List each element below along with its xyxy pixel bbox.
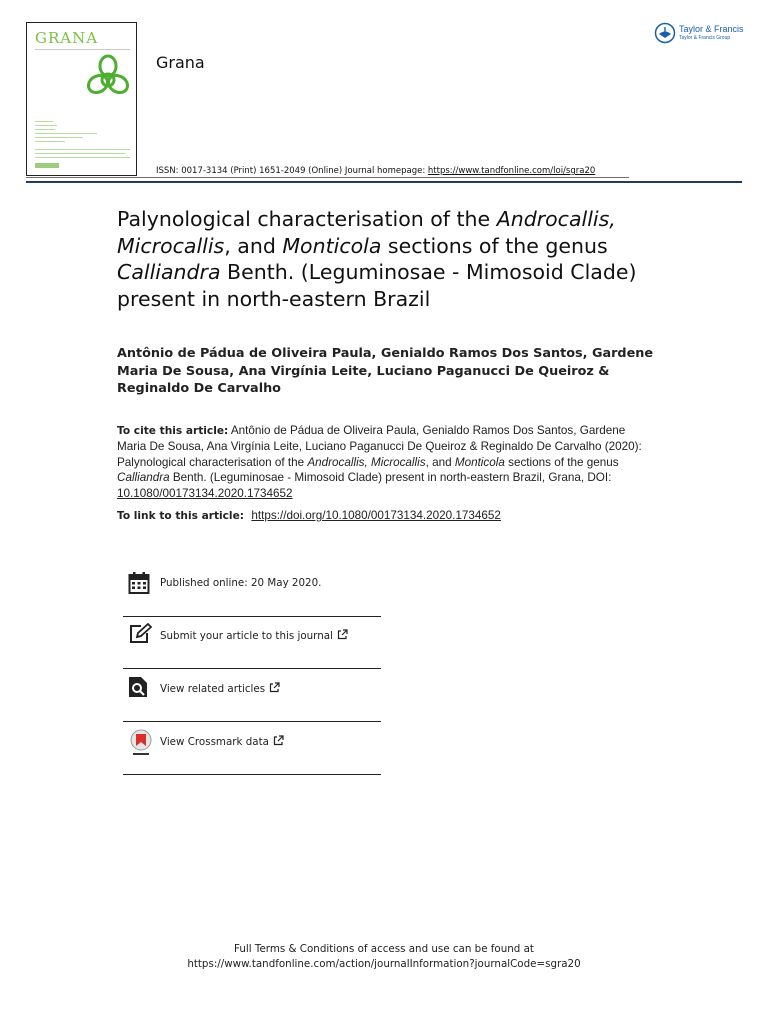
footer-terms-url[interactable]: https://www.tandfonline.com/action/journalInformation?journalCode=sgra20: [187, 958, 581, 970]
cover-logo-icon: [86, 54, 130, 100]
header-divider: [26, 181, 742, 183]
external-link-icon: [273, 735, 284, 749]
submit-article-link-label[interactable]: [160, 629, 348, 643]
article-link-label: To link to this article:: [117, 510, 244, 522]
edit-icon: [128, 623, 152, 649]
citation-doi-link[interactable]: 10.1080/00173134.2020.1734652: [117, 486, 293, 500]
authors-line: Antônio de Pádua de Oliveira Paula, Genialdo Ramos Dos Santos, Gardene: [117, 346, 654, 361]
publisher-subtitle: Taylor & Francis Group: [679, 35, 731, 41]
citation-segment: , and: [425, 455, 455, 469]
title-segment: Benth. (Leguminosae - Mimosoid Clade): [220, 260, 637, 284]
citation-segment: Monticola: [454, 455, 505, 469]
issn-text: ISSN: 0017-3134 (Print) 1651-2049 (Online) Journal homepage:: [156, 166, 428, 176]
article-title: [117, 206, 677, 312]
info-row-text: View related articles: [160, 683, 266, 695]
article-authors: [117, 345, 657, 398]
journal-cover-image: [26, 22, 137, 176]
title-segment: Androcallis,: [496, 207, 616, 231]
external-link-icon: [269, 682, 280, 696]
info-row-text: Published online: 20 May 2020.: [160, 577, 322, 589]
citation-block: [117, 423, 657, 501]
authors-line: Reginaldo De Carvalho: [117, 381, 281, 396]
external-link-icon: [337, 629, 348, 643]
published-online: [123, 563, 381, 617]
search-document-icon: [128, 676, 152, 702]
related-articles-link-label[interactable]: [160, 682, 280, 696]
info-row-text: Submit your article to this journal: [160, 630, 333, 642]
title-segment: present in north-eastern Brazil: [117, 286, 431, 311]
published-online-label: [160, 577, 321, 589]
related-articles-link[interactable]: [123, 668, 381, 722]
title-segment: Calliandra: [117, 260, 221, 284]
title-segment: sections of the genus: [381, 233, 608, 258]
title-segment: Monticola: [282, 233, 382, 258]
citation-segment: Androcallis, Microcallis: [307, 455, 426, 469]
journal-name: Grana: [156, 53, 205, 72]
title-segment: Palynological characterisation of the: [117, 207, 497, 231]
publisher-name: Taylor & Francis: [679, 24, 744, 34]
title-segment: Microcallis: [117, 233, 225, 258]
calendar-icon: [128, 571, 152, 597]
citation-segment: Antônio de Pádua de Oliveira Paula, Genialdo Ramos Dos Santos, Gardene Maria De Sousa, Ana Virgínia Leite, Luciano Paganucci De Queiroz & Reginaldo De Carvalho (2020): Palynological characterisation of the: [117, 424, 642, 469]
citation-segment: sections of the genus: [504, 455, 619, 469]
issn-line: [156, 166, 595, 176]
article-link-line: [117, 509, 657, 522]
title-segment: , and: [224, 233, 283, 258]
crossmark-link-label[interactable]: [160, 735, 284, 749]
cover-title: GRANA: [35, 29, 99, 47]
article-doi-link[interactable]: https://doi.org/10.1080/00173134.2020.1734652: [251, 509, 501, 522]
citation-segment: Benth. (Leguminosae - Mimosoid Clade) present in north-eastern Brazil, Grana, DOI:: [169, 471, 612, 485]
citation-segment: Calliandra: [117, 471, 170, 485]
citation-label: To cite this article:: [117, 425, 229, 437]
journal-homepage-link[interactable]: https://www.tandfonline.com/loi/sgra20: [427, 166, 596, 176]
footer: [0, 942, 768, 972]
crossmark-icon: [128, 729, 152, 755]
crossmark-link[interactable]: [123, 721, 381, 775]
footer-terms: Full Terms & Conditions of access and use can be found at: [234, 943, 534, 955]
info-row-text: View Crossmark data: [160, 736, 269, 748]
authors-line: Maria De Sousa, Ana Virgínia Leite, Luciano Paganucci De Queiroz &: [117, 363, 610, 379]
taylor-francis-logo-icon: [654, 22, 676, 44]
submit-article-link[interactable]: [123, 615, 381, 669]
header-divider-thin: [26, 177, 629, 178]
